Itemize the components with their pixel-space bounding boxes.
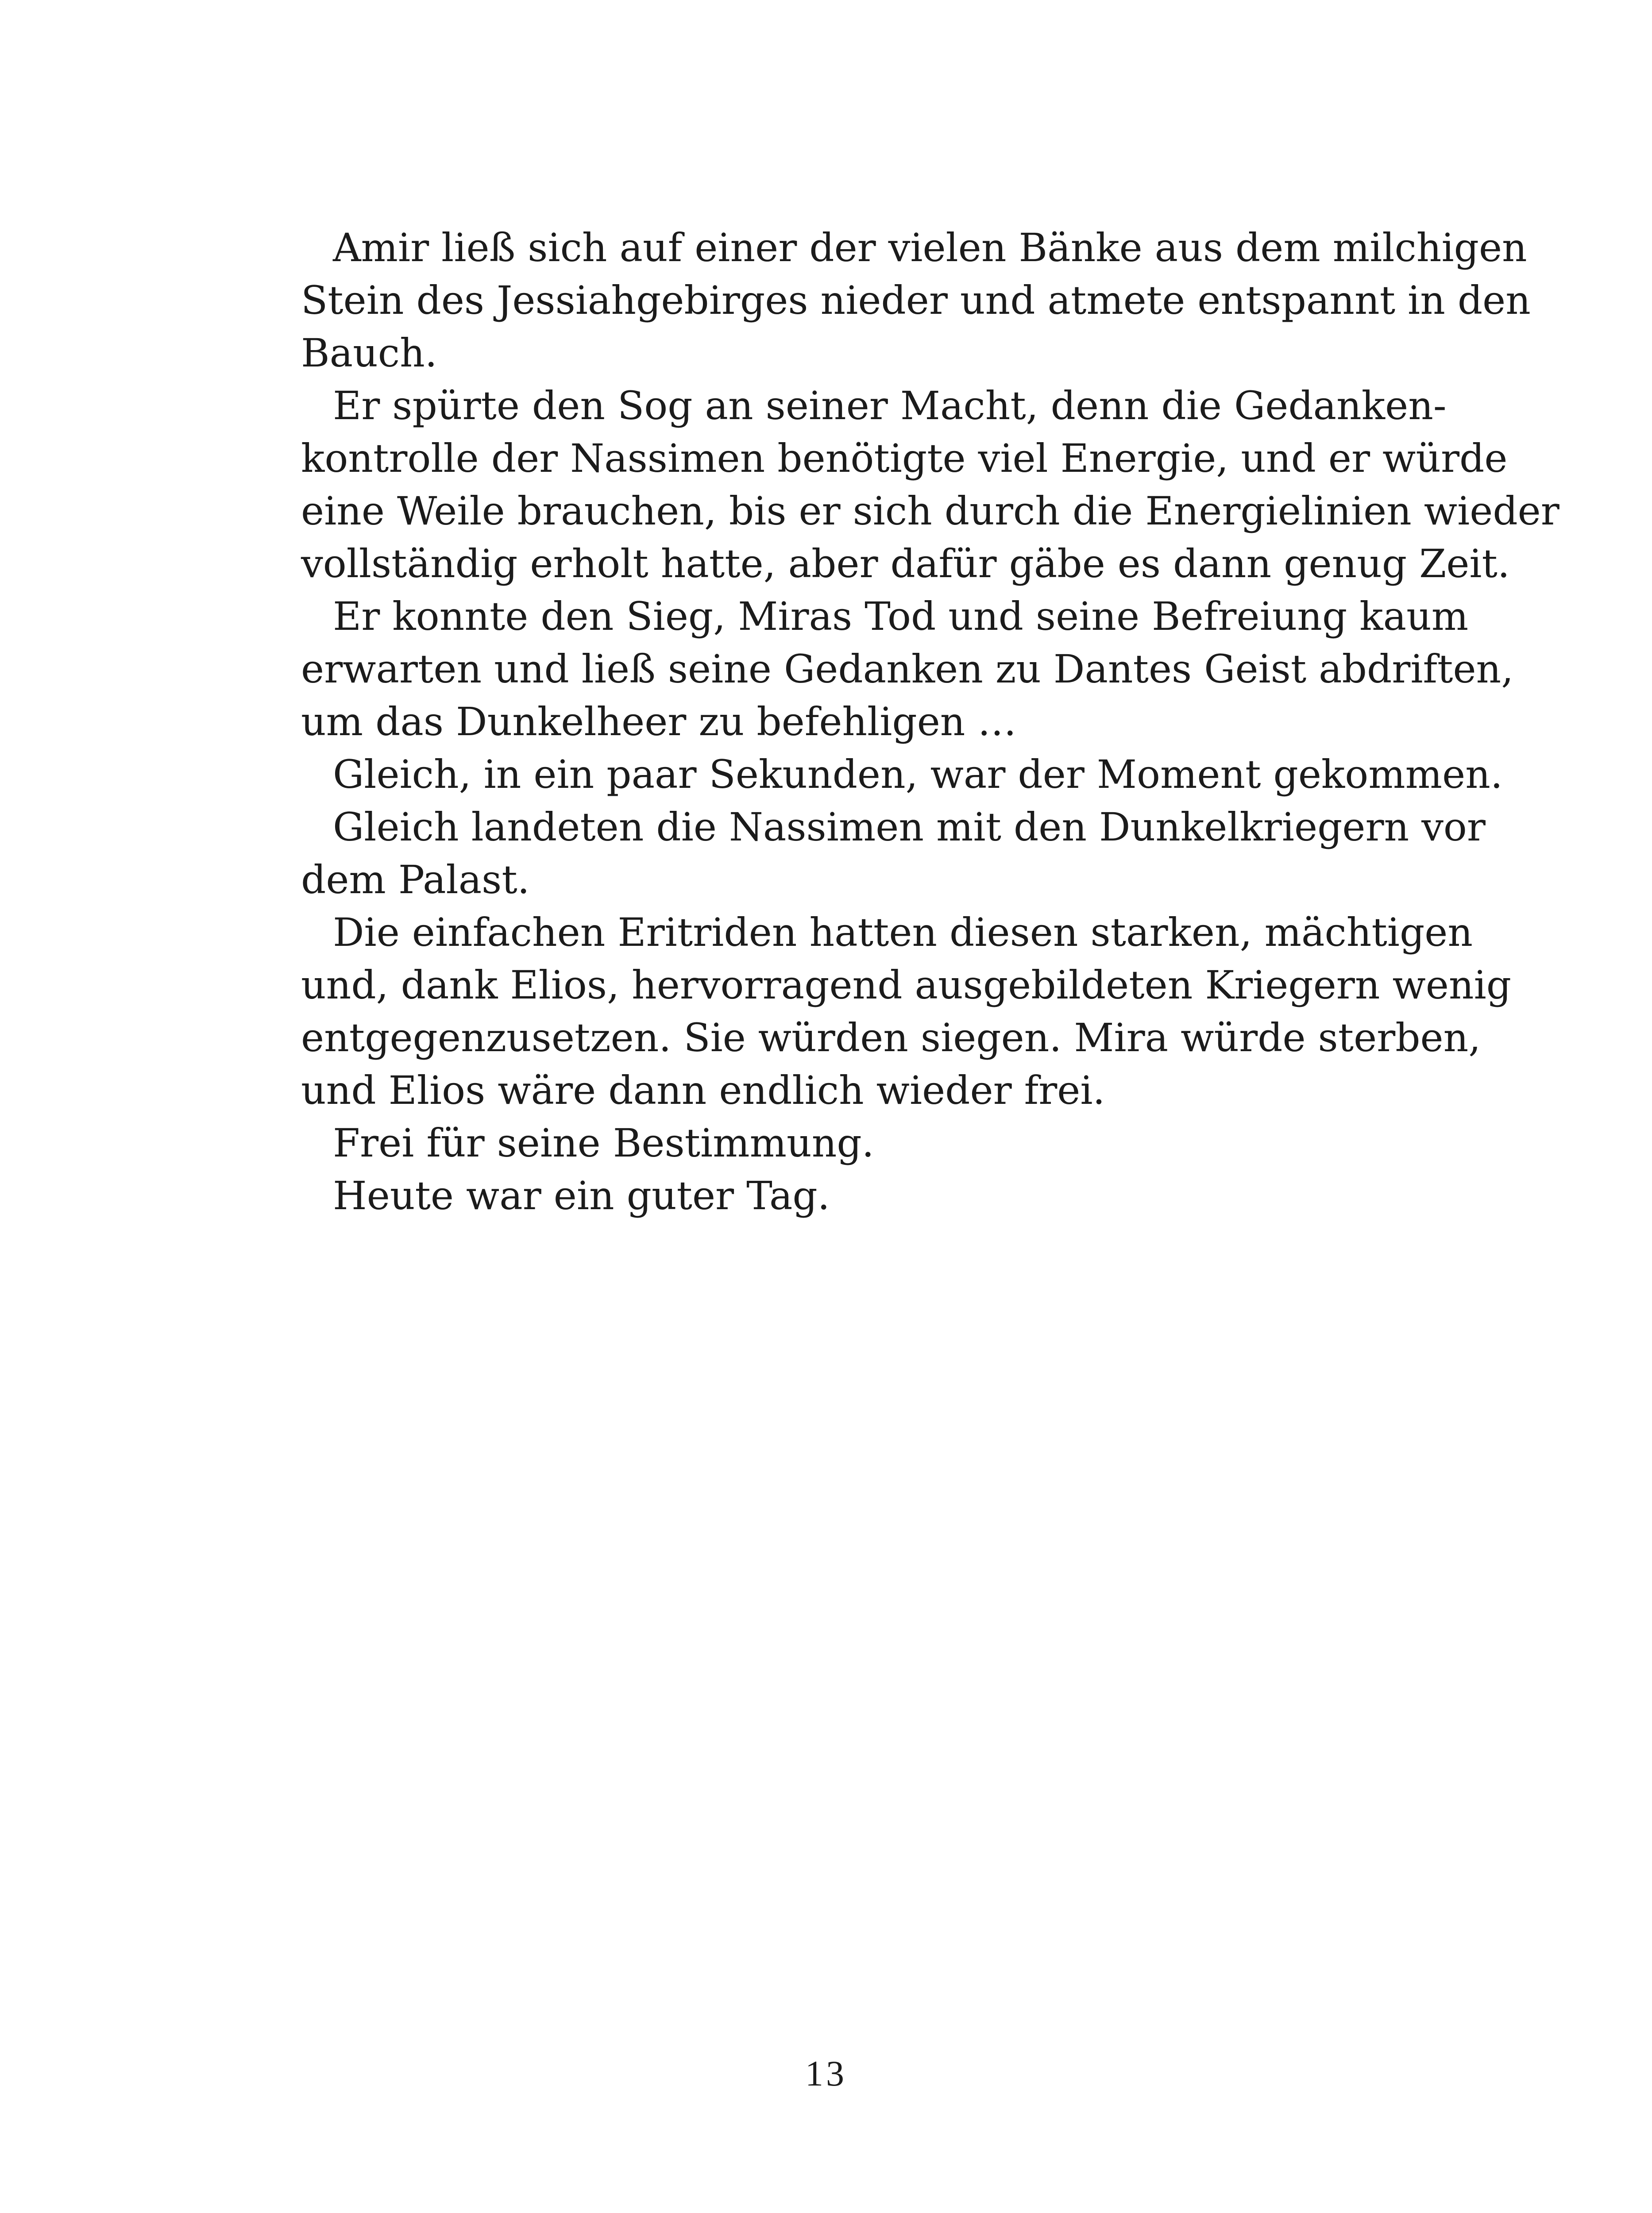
text-line: dem Palast. <box>301 857 530 902</box>
text-line: Heute war ein guter Tag. <box>333 1173 830 1218</box>
text-line: Frei für seine Bestimmung. <box>333 1120 874 1166</box>
text-line: Amir ließ sich auf einer der vielen Bänke aus dem milchigen <box>333 225 1527 270</box>
text-line: erwarten und ließ seine Gedanken zu Dantes Geist abdriften, <box>301 646 1514 692</box>
text-line: vollständig erholt hatte, aber dafür gäbe es dann genug Zeit. <box>301 541 1510 586</box>
text-line: Stein des Jessiahgebirges nieder und atmete entspannt in den <box>301 278 1531 323</box>
text-line: Bauch. <box>301 330 437 376</box>
text-line: um das Dunkelheer zu befehligen … <box>301 699 1017 744</box>
text-line: Die einfachen Eritriden hatten diesen starken, mächtigen <box>333 910 1473 955</box>
text-line: und, dank Elios, hervorragend ausgebildeten Kriegern wenig <box>301 962 1512 1008</box>
text-line: eine Weile brauchen, bis er sich durch die Energielinien wieder <box>301 488 1559 534</box>
page-number: 13 <box>805 2053 847 2093</box>
text-line: Gleich, in ein paar Sekunden, war der Moment gekommen. <box>333 752 1503 797</box>
text-line: Gleich landeten die Nassimen mit den Dunkelkriegern vor <box>333 804 1486 850</box>
text-line: Er konnte den Sieg, Miras Tod und seine Befreiung kaum <box>333 594 1469 639</box>
text-line: und Elios wäre dann endlich wieder frei. <box>301 1068 1105 1113</box>
text-line: kontrolle der Nassimen benötigte viel Energie, und er würde <box>301 436 1508 481</box>
body-text <box>301 221 1559 1222</box>
text-line: Er spürte den Sog an seiner Macht, denn die Gedanken- <box>333 383 1447 428</box>
text-line: entgegenzusetzen. Sie würden siegen. Mira würde sterben, <box>301 1015 1481 1060</box>
